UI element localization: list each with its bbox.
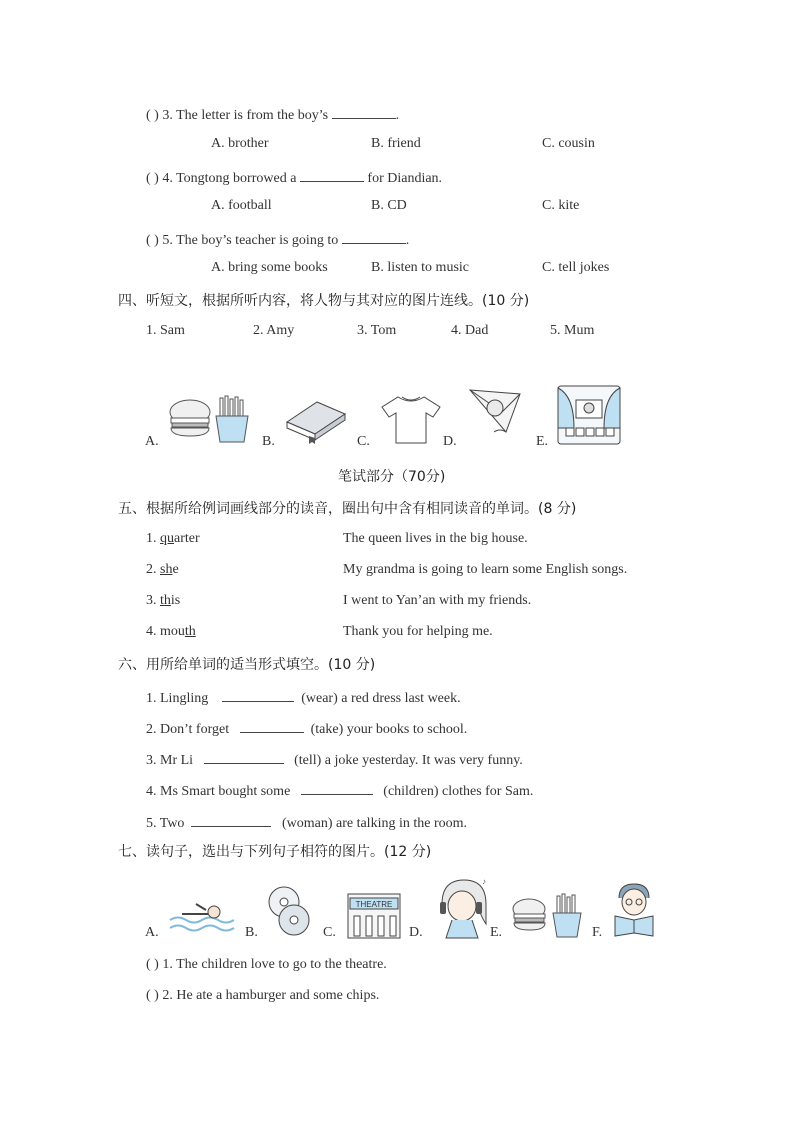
answer-blank[interactable] [204,749,284,764]
girl-headphones-icon[interactable] [432,874,490,940]
picture-label: B. [262,434,275,449]
fill-row: 4. Ms Smart bought some (children) clothes for Sam. [146,780,533,800]
theatre-stage-icon[interactable] [556,384,622,446]
picture-label: A. [145,434,159,449]
option-a: A. bring some books [211,260,328,275]
picture-label: D. [443,434,457,449]
sentence[interactable]: Thank you for helping me. [343,624,493,639]
picture-label: C. [357,434,370,449]
fill-row: 1. Lingling (wear) a red dress last week. [146,687,461,707]
question-text: 4. Tongtong borrowed a [162,171,297,186]
question-text: 2. He ate a hamburger and some chips. [162,988,380,1003]
picture-label: B. [245,925,258,940]
section-7-title: 七、读句子，选出与下列句子相符的图片。(12 分) [118,844,432,860]
picture-label: C. [323,925,336,940]
answer-paren[interactable]: ( ) [146,988,159,1003]
cd-discs-icon[interactable] [266,884,314,938]
person-name[interactable]: 3. Tom [357,323,397,338]
option-c: C. kite [542,198,580,213]
sentence[interactable]: The queen lives in the big house. [343,531,528,546]
sentence[interactable]: I went to Yan’an with my friends. [343,593,532,608]
option-b: B. listen to music [371,260,469,275]
option-b: B. friend [371,136,421,151]
person-name[interactable]: 5. Mum [550,323,595,338]
picture-label: D. [409,925,423,940]
theatre-building-icon[interactable] [346,888,402,940]
theatre-sign: THEATRE [355,900,393,909]
example-word: 2. she [146,562,179,577]
tshirt-icon[interactable] [380,395,442,445]
question-text: 3. The letter is from the boy’s [162,108,329,123]
sentence[interactable]: My grandma is going to learn some English songs. [343,562,628,577]
question-1 [146,957,387,973]
question-tail: . [405,233,410,248]
option-b: B. CD [371,198,407,213]
fill-row: 2. Don’t forget (take) your books to school. [146,718,467,738]
answer-paren[interactable]: ( ) [146,957,159,972]
answer-blank[interactable] [222,687,294,702]
fill-row: 3. Mr Li (tell) a joke yesterday. It was very funny. [146,749,523,769]
kite-icon[interactable] [462,386,528,434]
answer-blank[interactable] [301,780,373,795]
hamburger-fries-icon[interactable] [511,893,587,939]
picture-label: E. [536,434,549,449]
question-4 [146,167,442,187]
picture-label: F. [592,925,603,940]
section-6-title: 六、用所给单词的适当形式填空。(10 分) [118,657,376,673]
example-word: 1. quarter [146,531,200,546]
question-2 [146,988,379,1004]
hamburger-fries-icon[interactable] [168,394,256,446]
example-word: 3. this [146,593,181,608]
person-name[interactable]: 4. Dad [451,323,489,338]
answer-blank[interactable] [332,104,396,119]
answer-paren[interactable]: ( ) [146,233,159,248]
picture-label: E. [490,925,503,940]
option-c: C. tell jokes [542,260,610,275]
question-5 [146,229,409,249]
answer-paren[interactable]: ( ) [146,171,159,186]
picture-label: A. [145,925,159,940]
answer-blank[interactable] [240,718,304,733]
boy-reading-icon[interactable] [611,882,657,938]
question-3 [146,104,399,124]
book-icon[interactable] [283,398,349,444]
svg-text:♪: ♪ [482,877,486,886]
example-word: 4. mouth [146,624,196,639]
question-text: 5. The boy’s teacher is going to [162,233,339,248]
person-name[interactable]: 1. Sam [146,323,185,338]
section-5-title: 五、根据所给例词画线部分的读音，圈出句中含有相同读音的单词。(8 分) [118,501,577,517]
question-text: 1. The children love to go to the theatre. [162,957,387,972]
option-a: A. football [211,198,272,213]
question-tail: . [395,108,400,123]
option-c: C. cousin [542,136,595,151]
answer-blank[interactable] [300,167,364,182]
answer-blank[interactable] [191,812,271,827]
written-section-heading: 笔试部分（70分) [338,469,446,485]
fill-row: 5. Two (woman) are talking in the room. [146,812,467,832]
option-a: A. brother [211,136,269,151]
question-tail: for Diandian. [367,171,443,186]
swimmer-icon[interactable] [168,898,236,938]
answer-blank[interactable] [342,229,406,244]
answer-paren[interactable]: ( ) [146,108,159,123]
person-name[interactable]: 2. Amy [253,323,295,338]
section-4-title: 四、听短文，根据所听内容，将人物与其对应的图片连线。(10 分) [118,293,530,309]
